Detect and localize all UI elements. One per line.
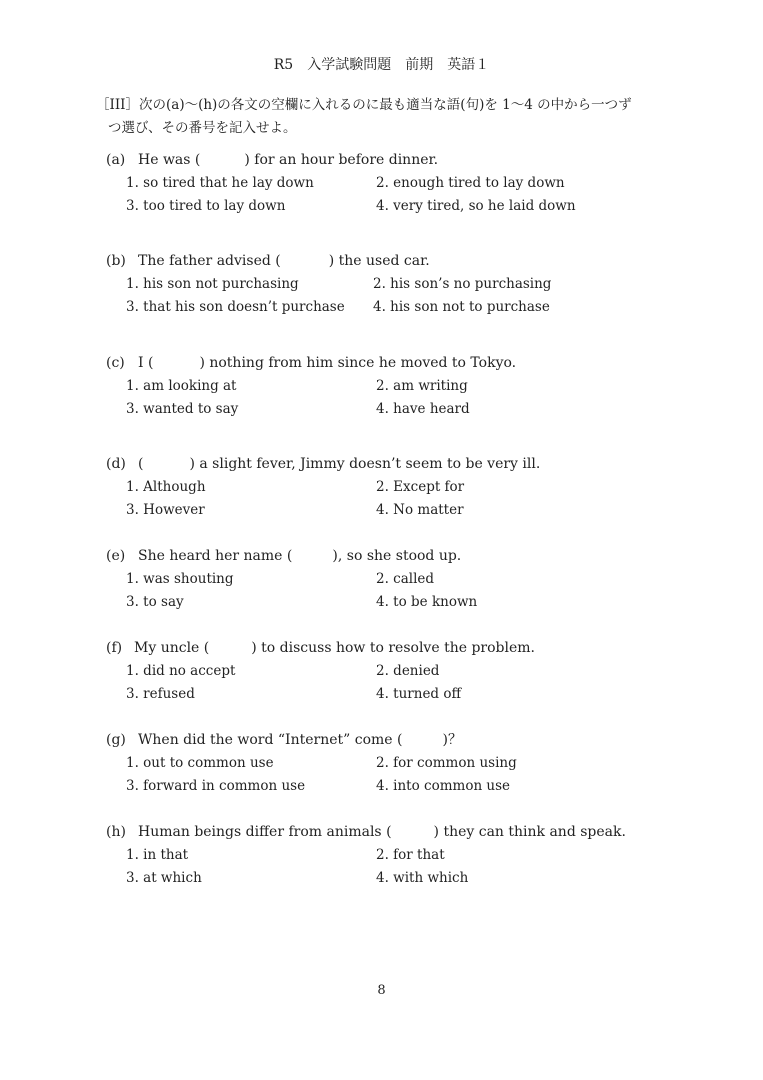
question-letter: (h) — [106, 824, 126, 840]
stem-before-blank: My uncle ( — [134, 640, 210, 656]
question-c — [106, 352, 666, 421]
option-2: 2. Except for — [376, 479, 465, 495]
option-4: 4. his son not to purchase — [373, 299, 550, 315]
option-1: 1. in that — [126, 847, 189, 863]
page-header: R5 入学試験問題 前期 英語１ — [273, 57, 490, 73]
stem-before-blank: Human beings differ from animals ( — [138, 824, 392, 840]
option-2: 2. his son’s no purchasing — [373, 276, 552, 292]
question-letter: (a) — [106, 152, 126, 168]
question-stem — [106, 729, 666, 752]
options — [106, 476, 666, 522]
stem-after-blank: ) they can think and speak. — [433, 824, 626, 840]
option-1: 1. did no accept — [126, 663, 236, 679]
question-letter: (e) — [106, 548, 126, 564]
stem-before-blank: She heard her name ( — [138, 548, 293, 564]
question-stem — [106, 250, 666, 273]
option-3: 3. forward in common use — [126, 778, 306, 794]
option-4: 4. very tired, so he laid down — [376, 198, 576, 214]
option-1: 1. so tired that he lay down — [126, 175, 314, 191]
stem-after-blank: ) a slight fever, Jimmy doesn’t seem to be very ill. — [189, 456, 541, 472]
stem-before-blank: He was ( — [138, 152, 201, 168]
instruction-line-2: つ選び、その番号を記入せよ。 — [108, 120, 297, 136]
option-2: 2. enough tired to lay down — [376, 175, 565, 191]
stem-before-blank: I ( — [138, 355, 154, 371]
option-2: 2. for common using — [376, 755, 517, 771]
option-2: 2. called — [376, 571, 435, 587]
stem-after-blank: ) for an hour before dinner. — [244, 152, 439, 168]
question-letter: (c) — [106, 355, 125, 371]
question-a — [106, 149, 666, 218]
stem-after-blank: ) the used car. — [328, 253, 430, 269]
option-3: 3. at which — [126, 870, 202, 886]
question-letter: (g) — [106, 732, 126, 748]
option-2: 2. denied — [376, 663, 440, 679]
question-g — [106, 729, 666, 798]
option-4: 4. into common use — [376, 778, 511, 794]
stem-after-blank: )？ — [442, 732, 462, 748]
stem-after-blank: ) to discuss how to resolve the problem. — [251, 640, 535, 656]
option-4: 4. have heard — [376, 401, 470, 417]
question-stem — [106, 637, 666, 660]
option-1: 1. Although — [126, 479, 206, 495]
question-stem — [106, 453, 666, 476]
option-1: 1. was shouting — [126, 571, 234, 587]
options — [106, 568, 666, 614]
option-1: 1. out to common use — [126, 755, 274, 771]
page-number: 8 — [377, 983, 386, 998]
option-3: 3. that his son doesn’t purchase — [126, 299, 345, 315]
stem-before-blank: When did the word “Internet” come ( — [138, 732, 403, 748]
option-3: 3. too tired to lay down — [126, 198, 286, 214]
question-h — [106, 821, 666, 890]
option-1: 1. am looking at — [126, 378, 237, 394]
question-stem — [106, 352, 666, 375]
question-b — [106, 250, 666, 319]
stem-before-blank: The father advised ( — [138, 253, 281, 269]
stem-after-blank: ) nothing from him since he moved to Tokyo. — [199, 355, 517, 371]
instruction-line-1: ［III］次の(a)〜(h)の各文の空欄に入れるのに最も適当な語(句)を 1〜4 の中から一つず — [96, 97, 632, 113]
options — [106, 752, 666, 798]
question-e — [106, 545, 666, 614]
option-4: 4. with which — [376, 870, 469, 886]
option-3: 3. refused — [126, 686, 195, 702]
option-4: 4. No matter — [376, 502, 464, 518]
question-f — [106, 637, 666, 706]
stem-before-blank: ( — [138, 456, 144, 472]
options — [106, 375, 666, 421]
question-letter: (f) — [106, 640, 123, 656]
option-3: 3. to say — [126, 594, 184, 610]
options — [106, 844, 666, 890]
question-stem — [106, 545, 666, 568]
instruction — [96, 94, 656, 140]
option-3: 3. wanted to say — [126, 401, 239, 417]
option-4: 4. turned off — [376, 686, 462, 702]
question-letter: (d) — [106, 456, 126, 472]
options — [106, 660, 666, 706]
option-2: 2. for that — [376, 847, 445, 863]
option-2: 2. am writing — [376, 378, 468, 394]
question-stem — [106, 149, 666, 172]
options — [106, 273, 666, 319]
stem-after-blank: ), so she stood up. — [332, 548, 462, 564]
question-letter: (b) — [106, 253, 126, 269]
question-d — [106, 453, 666, 522]
question-stem — [106, 821, 666, 844]
option-1: 1. his son not purchasing — [126, 276, 299, 292]
option-3: 3. However — [126, 502, 205, 518]
options — [106, 172, 666, 218]
option-4: 4. to be known — [376, 594, 478, 610]
